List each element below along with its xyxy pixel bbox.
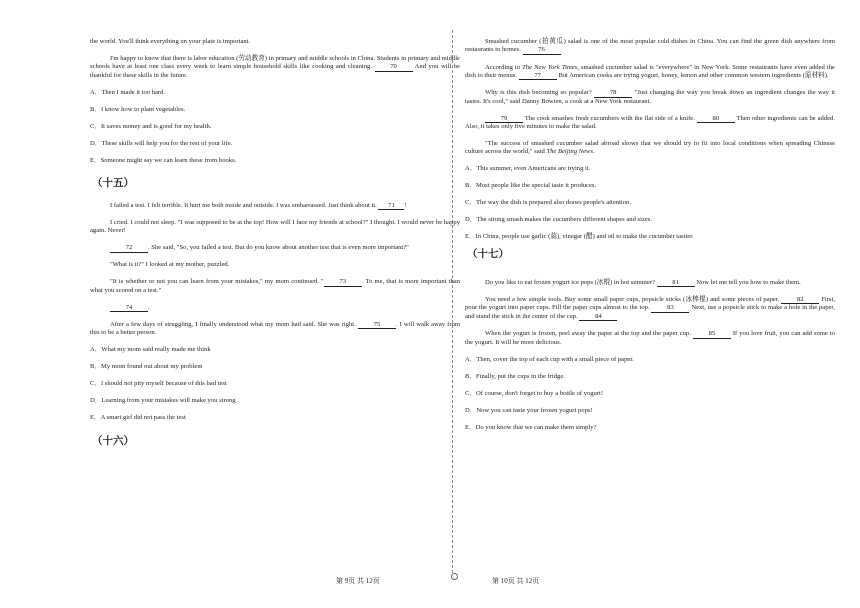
option-a: A．What my mom said really made me think bbox=[90, 346, 211, 354]
option-e: E．In China, people use garlic (蒜), vinegar (醋) and oil to make the cucumber tastier. bbox=[465, 233, 694, 241]
binding-hole-icon bbox=[451, 573, 458, 580]
answer-blank-71[interactable]: 71 bbox=[378, 202, 404, 211]
option-b: B．My mom found out about my problem bbox=[90, 363, 203, 371]
options-list bbox=[465, 165, 835, 241]
answer-blank-84[interactable]: 84 bbox=[579, 313, 617, 322]
paragraph: "It is whether or not you can learn from your mistakes," my mom continued. " 73 . To me, that is more important than what you scored on a test." bbox=[90, 278, 460, 294]
options-list bbox=[465, 356, 835, 432]
option-d: D．Learning from your mistakes will make you strong bbox=[90, 397, 236, 405]
paragraph: 74 . bbox=[90, 304, 460, 313]
paragraph: According to The New York Times, smashed cucumber salad is "everywhere" in New York. Some restaurants have even added the dish to their menus. 77 But American cooks are trying yogurt, honey, lemon and other common western ingredients (原材料). bbox=[465, 63, 835, 79]
option-d: D．The strong smash makes the cucumbers different shapes and sizes. bbox=[465, 216, 653, 224]
answer-blank-75[interactable]: 75 bbox=[358, 321, 396, 330]
answer-blank-73[interactable]: 73 bbox=[324, 278, 362, 287]
paragraph: "What is it?" I looked at my mother, puzzled. bbox=[110, 261, 230, 269]
option-e: E．Do you know that we can make them simply? bbox=[465, 423, 597, 431]
option-b: B．Finally, put the cups in the fridge. bbox=[465, 372, 565, 380]
option-a: A．This summer, even Americans are trying it. bbox=[465, 165, 591, 173]
page-number-right: 第 10页 共 12页 bbox=[492, 577, 540, 585]
answer-blank-74[interactable]: 74 bbox=[110, 304, 148, 313]
option-c: C．I should not pity myself because of this bad test bbox=[90, 380, 227, 388]
answer-blank-72[interactable]: 72 bbox=[110, 244, 148, 253]
option-b: B．Most people like the special taste it produces. bbox=[465, 182, 597, 190]
option-d: D．These skills will help you for the rest of your life. bbox=[90, 139, 233, 147]
option-c: C．Of course, don't forget to buy a bottle of yogurt! bbox=[465, 389, 604, 397]
paragraph: You need a few simple tools. Buy some small paper cups, popsicle sticks (冰棒棍) and some pieces of paper. 82 First, pour the yogurt into paper cups. Fill the paper cups almost to the top. 83 Next, use a popsicle stick to make a hole in the paper, and stand the stick in the center of the cup. 84 bbox=[465, 295, 835, 320]
section-heading-15: （十五） bbox=[92, 177, 134, 190]
page-number-left: 第 9页 共 12页 bbox=[336, 577, 380, 585]
paragraph: I'm happy to know that there is labor education (劳动教育) in primary and middle schools in China. Students in primary and middle schools have at least one class every week to learn simple household skills like cooking and cleaning. 70 And you will be thankful for these skills in the future. bbox=[90, 55, 460, 79]
option-c: C．It saves money and is good for my health. bbox=[90, 122, 212, 130]
answer-blank-70[interactable]: 70 bbox=[375, 63, 413, 72]
option-a: A．Then I made it too hard. bbox=[90, 88, 166, 96]
answer-blank-85[interactable]: 85 bbox=[693, 330, 731, 339]
paragraph: the world. You'll think everything on your plate is important. bbox=[90, 38, 251, 45]
paragraph: "The success of smashed cucumber salad abroad shows that we should try to fit into local conditions when spreading Chinese culture across the world," said The Beijing News. bbox=[465, 140, 835, 156]
option-d: D．Now you can taste your frozen yogurt pops! bbox=[465, 406, 593, 414]
answer-blank-82[interactable]: 82 bbox=[781, 296, 819, 305]
option-e: E．A smart girl did not pass the test bbox=[90, 414, 186, 422]
left-page bbox=[90, 38, 460, 459]
paragraph: I failed a test. I felt terrible. It hurt me both inside and outside. I was embarrassed. Just think about it. 71 ! bbox=[110, 201, 407, 209]
option-a: A．Then, cover the top of each cup with a small piece of paper. bbox=[465, 355, 634, 363]
answer-blank-76[interactable]: 76 bbox=[523, 46, 561, 55]
answer-blank-78[interactable]: 78 bbox=[594, 89, 632, 98]
section-heading-16: （十六） bbox=[92, 434, 134, 447]
options-list bbox=[90, 346, 460, 422]
right-page bbox=[465, 38, 835, 441]
option-e: E．Someone might say we can learn these from books. bbox=[90, 156, 237, 164]
paragraph: Why is this dish becoming so popular? 78 "Just changing the way you break down an ingredient changes the way it tastes. It's cool," said Danny Bowien, a cook at a New York restaurant. bbox=[465, 89, 835, 105]
option-c: C．The way the dish is prepared also draws people's attention. bbox=[465, 199, 631, 207]
paragraph: I cried. I could not sleep. "I was supposed to be at the top! How will I face my friends at school?" I thought. I would never be happy again. Never! bbox=[90, 218, 460, 235]
answer-blank-79[interactable]: 79 bbox=[485, 115, 523, 124]
section-heading-17: （十七） bbox=[467, 248, 509, 261]
answer-blank-81[interactable]: 81 bbox=[657, 279, 695, 288]
paragraph: After a few days of struggling, I finally understood what my mom had said. She was right. 75 . I will walk away from this to be a better person. bbox=[90, 320, 460, 337]
option-b: B．I know how to plant vegetables. bbox=[90, 105, 186, 113]
paragraph: When the yogurt is frozen, peel away the paper at the top and the paper cup. 85 If you love fruit, you can add some to the yogurt. It will be more delicious. bbox=[465, 330, 835, 346]
answer-blank-80[interactable]: 80 bbox=[697, 115, 735, 124]
paragraph: 72 . She said, "So, you failed a test. But do you know about another test that is even more important?" bbox=[90, 244, 460, 253]
answer-blank-77[interactable]: 77 bbox=[519, 72, 557, 81]
paragraph: Smashed cucumber (拍黄瓜) salad is one of the most popular cold dishes in China. You can find the green dish anywhere from restaurants to homes. 76 bbox=[465, 38, 835, 54]
paragraph: Do you like to eat frozen yogurt ice pops (冰棍) in hot summer? 81 Now let me tell you how to make them. bbox=[485, 278, 801, 286]
paragraph: 79 The cook smashes fresh cucumbers with the flat side of a knife. 80 Then other ingredients can be added. Also, it takes only five minutes to make the salad. bbox=[465, 114, 835, 130]
options-list bbox=[90, 89, 460, 165]
answer-blank-83[interactable]: 83 bbox=[651, 304, 689, 313]
